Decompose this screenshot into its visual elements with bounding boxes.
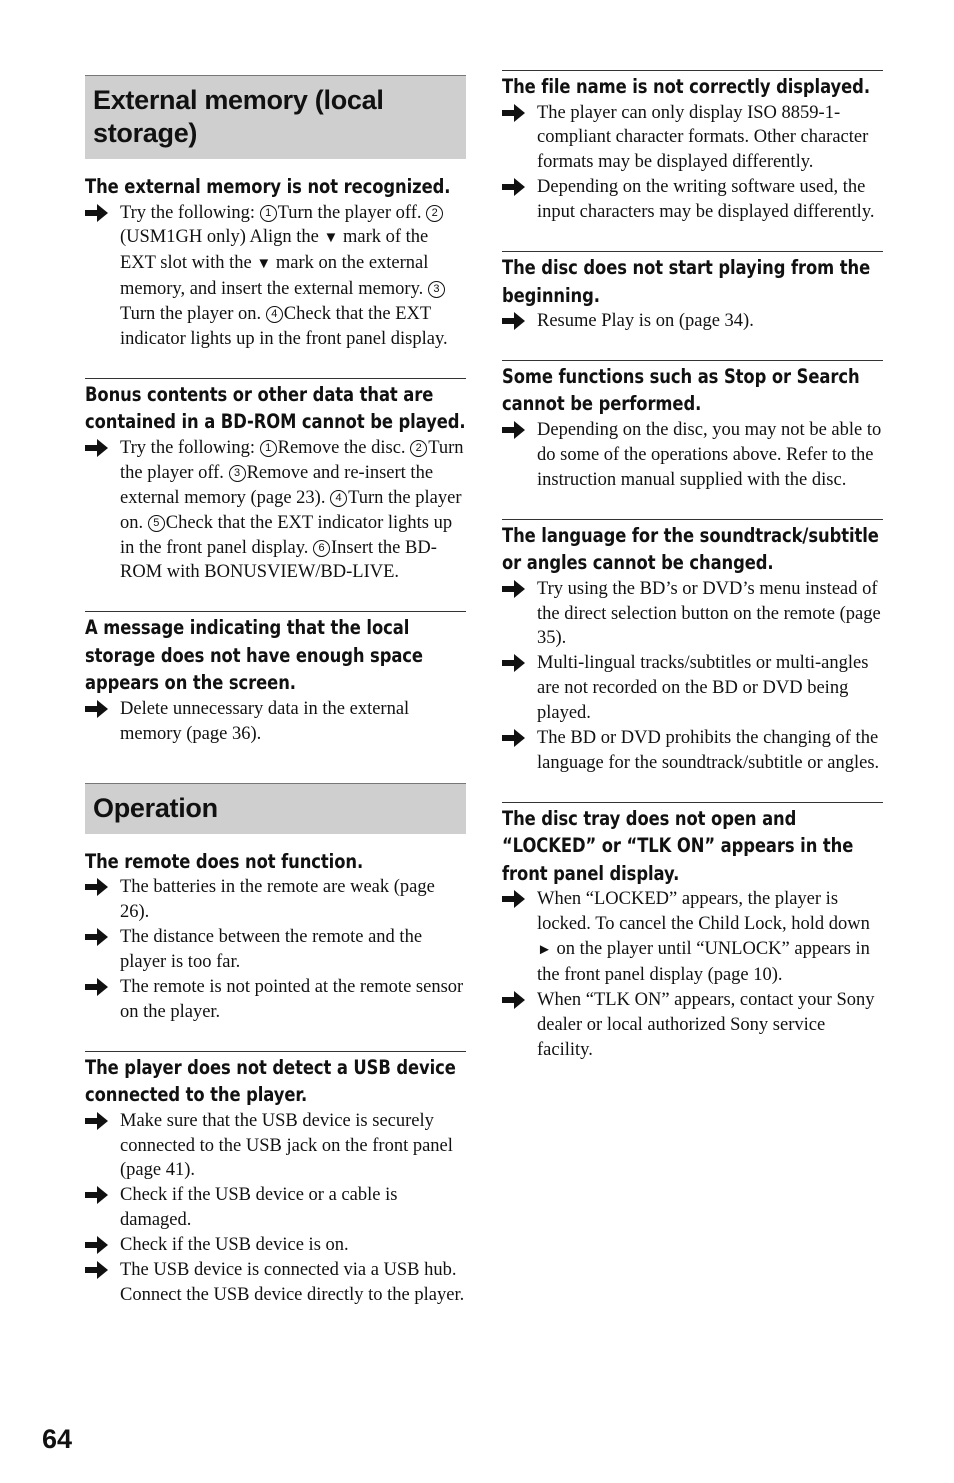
item-text: Try the following: [120,202,260,223]
left-column [85,70,466,1308]
section-bonus-contents [85,378,466,585]
item-text: Resume Play is on (page 34). [537,311,754,332]
list-item [502,726,883,776]
list-item [85,975,466,1025]
down-triangle-icon: ▼ [323,230,339,247]
arrow-icon [502,653,526,673]
section-heading-line: The disc does not start playing from the [502,256,871,280]
item-text: The distance between the remote and the player is too far. [120,927,423,972]
item-text: Try the following: [120,437,260,458]
section-heading-line: The disc tray does not open and [502,806,797,830]
circled-number-1: 1 [260,205,277,222]
section-language-not-changed [502,519,883,776]
item-text: on the player until “UNLOCK” appears in the front panel display (page 10). [537,939,870,986]
section-heading-line: “LOCKED” or “TLK ON” appears in the [502,834,854,858]
circled-number-4: 4 [330,490,347,507]
item-text: Depending on the disc, you may not be able to do some of the operations above. Refer to the instruction manual supplied with the disc. [537,419,882,490]
external-memory-banner: External memory (local storage) [85,75,466,159]
item-text: Delete unnecessary data in the external memory (page 36). [120,698,410,744]
play-icon: ► [537,942,552,959]
section-heading-line: front panel display. [502,861,680,885]
arrow-icon [502,177,526,197]
list-item [502,651,883,726]
arrow-icon [85,977,109,997]
arrow-icon [85,927,109,947]
item-text: Depending on the writing software used, the input characters may be displayed differently. [537,177,875,223]
arrow-icon [85,877,109,897]
arrow-icon [502,103,526,123]
section-remote-not-function [85,848,466,1025]
section-file-name-display [502,70,883,225]
list-item [502,577,883,652]
item-text: Multi-lingual tracks/subtitles or multi-angles are not recorded on the BD or DVD being played. [537,653,869,724]
arrow-icon [85,699,109,719]
page-number: 64 [42,1424,73,1454]
arrow-icon [85,1260,109,1280]
section-disc-not-start-beginning [502,251,883,334]
arrow-icon [85,1111,109,1131]
section-usb-not-detected [85,1051,466,1308]
item-text: mark of the EXT slot with the [120,227,429,274]
arrow-icon [85,1185,109,1205]
section-heading-line: cannot be performed. [502,392,702,416]
list-item [85,1233,466,1258]
item-text: Check that the EXT indicator lights up in the front panel display. [120,304,448,350]
list-item [502,988,883,1063]
section-heading-line: or angles cannot be changed. [502,551,774,575]
section-heading-line: beginning. [502,283,600,307]
list-item [502,418,883,493]
item-text: Check that the EXT indicator lights up in the front panel display. [120,512,453,558]
circled-number-3: 3 [428,281,445,298]
list-item [502,309,883,334]
section-local-storage-message [85,611,466,746]
arrow-icon [85,203,109,223]
item-text: Turn the player on. [120,487,462,533]
item-text: Insert the BD-ROM with BONUSVIEW/BD-LIVE. [120,537,437,583]
list-item [502,175,883,225]
item-text: Turn the player on. [120,304,266,325]
arrow-icon [502,990,526,1010]
section-disc-tray-locked [502,802,883,1063]
arrow-icon [502,420,526,440]
operation-banner: Operation [85,783,466,834]
item-text: Turn the player off. [120,437,464,483]
list-item [85,436,466,585]
list-item [85,1258,466,1308]
item-text: Try using the BD’s or DVD’s menu instead of the direct selection button on the remote (page 35). [537,578,881,649]
circled-number-1: 1 [260,440,277,457]
arrow-icon [502,889,526,909]
circled-number-5: 5 [148,515,165,532]
section-heading-line: A message indicating that the local [85,616,410,640]
arrow-icon [85,1235,109,1255]
list-item [85,1109,466,1184]
section-heading-line: connected to the player. [85,1083,308,1107]
arrow-icon [502,311,526,331]
item-text: The batteries in the remote are weak (page 26). [120,877,435,923]
item-text: The remote is not pointed at the remote sensor on the player. [120,976,464,1022]
item-text: The USB device is connected via a USB hub. Connect the USB device directly to the player. [120,1260,465,1305]
section-heading-line: Bonus contents or other data that are [85,382,434,406]
list-item [502,887,883,988]
section-heading-line: appears on the screen. [85,671,296,695]
list-item [85,201,466,352]
arrow-icon [85,438,109,458]
item-text: (USM1GH only) Align the [120,227,324,248]
item-text: The BD or DVD prohibits the changing of the language for the soundtrack/subtitle or angles. [537,728,880,773]
list-item [85,875,466,925]
circled-number-2: 2 [426,205,443,222]
item-text: When “TLK ON” appears, contact your Sony dealer or local authorized Sony service facility. [537,990,875,1060]
section-heading-line: The language for the soundtrack/subtitle [502,523,879,547]
item-text: Check if the USB device is on. [120,1235,349,1256]
circled-number-3: 3 [229,465,246,482]
arrow-icon [502,579,526,599]
down-triangle-icon: ▼ [256,256,272,273]
list-item [85,925,466,975]
list-item [85,697,466,747]
circled-number-4: 4 [266,306,283,323]
item-text: When “LOCKED” appears, the player is locked. To cancel the Child Lock, hold down [537,889,870,935]
section-heading-line: Some functions such as Stop or Search [502,364,860,388]
item-text: Remove and re-insert the external memory (page 23). [120,462,434,508]
arrow-icon [502,728,526,748]
section-external-memory-not-recognized [85,173,466,352]
item-text: mark on the external memory, and insert the external memory. [120,253,429,300]
list-item [502,101,883,176]
right-column [502,70,883,1063]
section-heading-line: The player does not detect a USB device [85,1055,456,1079]
item-text: The player can only display ISO 8859-1-compliant character formats. Other character formats may be displayed differently. [537,102,869,173]
circled-number-6: 6 [313,540,330,557]
section-heading: The external memory is not recognized. [85,175,451,198]
item-text: Remove the disc. [277,437,411,458]
item-text: Check if the USB device or a cable is damaged. [120,1185,398,1231]
section-functions-not-performed [502,360,883,493]
section-heading: The remote does not function. [85,849,364,873]
circled-number-2: 2 [410,440,427,457]
section-heading-line: storage does not have enough space [85,643,423,667]
section-heading-line: contained in a BD-ROM cannot be played. [85,410,466,434]
section-heading: The file name is not correctly displayed. [502,75,870,98]
list-item [85,1183,466,1233]
item-text: Make sure that the USB device is securely connected to the USB jack on the front panel (page 41). [120,1110,453,1181]
item-text: Turn the player off. [277,202,427,223]
